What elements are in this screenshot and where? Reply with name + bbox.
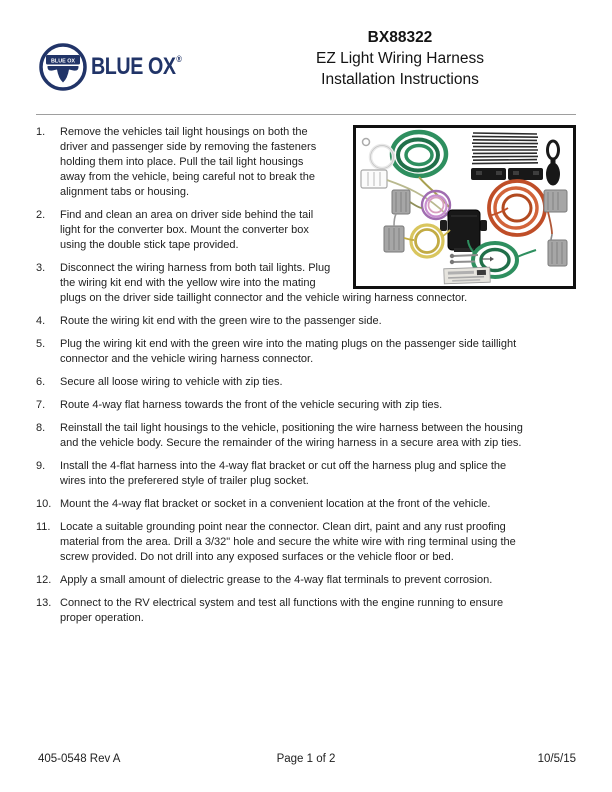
item-number: 11. [36, 521, 51, 533]
item-number: 1. [36, 126, 46, 138]
brand-wordmark: BLUE OX [91, 53, 176, 80]
instruction-item [36, 208, 576, 253]
registered-trademark-symbol: ® [176, 54, 182, 64]
instruction-line: Mount the 4-way flat bracket or socket in a convenient location at the front of the vehicle. [60, 498, 491, 510]
item-number: 7. [36, 399, 46, 411]
document-type: Installation Instructions [321, 71, 479, 88]
item-number: 13. [36, 597, 52, 609]
instruction-item [36, 125, 576, 200]
instruction-line: wires into the preferered style of trailer plug socket. [60, 475, 309, 487]
instruction-line: away from the vehicle, being careful not to break the [60, 171, 315, 183]
instruction-item [36, 375, 576, 390]
instruction-line: Plug the wiring kit end with the green wire into the mating plugs on the passenger side taillight [60, 338, 517, 350]
instruction-line: connector and the vehicle wiring harness connector. [60, 353, 314, 365]
instruction-item [36, 497, 576, 512]
instruction-line: Apply a small amount of dielectric grease to the 4-way flat terminals to prevent corrosion. [60, 574, 493, 586]
instruction-line: alignment tabs or housing. [60, 186, 190, 198]
instruction-line: Disconnect the wiring harness from both tail lights. Plug [60, 262, 331, 274]
instruction-line: Connect to the RV electrical system and test all functions with the engine running to ensure [60, 597, 504, 609]
instruction-line: material from the area. Drill a 3/32" hole and secure the white wire with ring terminal using the [60, 536, 516, 548]
instruction-line: Route the wiring kit end with the green wire to the passenger side. [60, 315, 382, 327]
instruction-item [36, 337, 576, 367]
item-number: 6. [36, 376, 46, 388]
instruction-line: using the double stick tape provided. [60, 239, 239, 251]
logo-banner-text: BLUE OX [51, 58, 75, 65]
instruction-line: plugs on the driver side taillight connector and the vehicle wiring harness connector. [60, 292, 468, 304]
instruction-line: Route 4-way flat harness towards the front of the vehicle securing with zip ties. [60, 399, 443, 411]
instruction-line: driver and passenger side by removing the fasteners [60, 141, 317, 153]
item-number: 3. [36, 262, 46, 274]
instruction-item [36, 520, 576, 565]
blue-ox-bull-icon [38, 42, 88, 92]
title-block [240, 27, 560, 90]
item-number: 4. [36, 315, 46, 327]
instruction-item [36, 314, 576, 329]
document-header [0, 0, 612, 115]
instruction-line: Secure all loose wiring to vehicle with zip ties. [60, 376, 283, 388]
instruction-item [36, 459, 576, 489]
instruction-line: holding them into place. Pull the tail light housings [60, 156, 304, 168]
item-number: 2. [36, 209, 46, 221]
instruction-item [36, 398, 576, 413]
instruction-line: light for the converter box. Mount the converter box [60, 224, 309, 236]
instruction-item [36, 596, 576, 626]
item-number: 10. [36, 498, 52, 510]
instruction-item [36, 573, 576, 588]
instruction-line: the wiring kit end with the yellow wire into the mating [60, 277, 316, 289]
instruction-line: Remove the vehicles tail light housings on both the [60, 126, 308, 138]
header-divider [36, 114, 576, 115]
document-number: 405-0548 Rev A [38, 753, 121, 765]
instruction-body [36, 125, 576, 626]
item-number: 12. [36, 574, 52, 586]
page-indicator: Page 1 of 2 [276, 753, 336, 765]
document-date: 10/5/15 [537, 753, 576, 765]
instruction-line: Locate a suitable grounding point near the connector. Clean dirt, paint and any rust proofing [60, 521, 506, 533]
blue-ox-logo [38, 42, 202, 92]
instruction-item [36, 261, 576, 306]
instruction-item [36, 421, 576, 451]
model-number: BX88322 [367, 29, 433, 46]
product-name: EZ Light Wiring Harness [316, 50, 484, 67]
item-number: 8. [36, 422, 46, 434]
instruction-line: and the vehicle body. Secure the remainder of the wiring harness in a secure area with zip ties. [60, 437, 522, 449]
instruction-line: screw provided. Do not drill into any exposed surfaces or the vehicle floor or bed. [60, 551, 454, 563]
instruction-line: proper operation. [60, 612, 144, 624]
item-number: 5. [36, 338, 46, 350]
page-footer [36, 753, 576, 769]
item-number: 9. [36, 460, 46, 472]
instruction-line: Find and clean an area on driver side behind the tail [60, 209, 314, 221]
instruction-line: Reinstall the tail light housings to the vehicle, positioning the wire harness between the housing [60, 422, 523, 434]
instruction-line: Install the 4-flat harness into the 4-way flat bracket or cut off the harness plug and splice the [60, 460, 507, 472]
